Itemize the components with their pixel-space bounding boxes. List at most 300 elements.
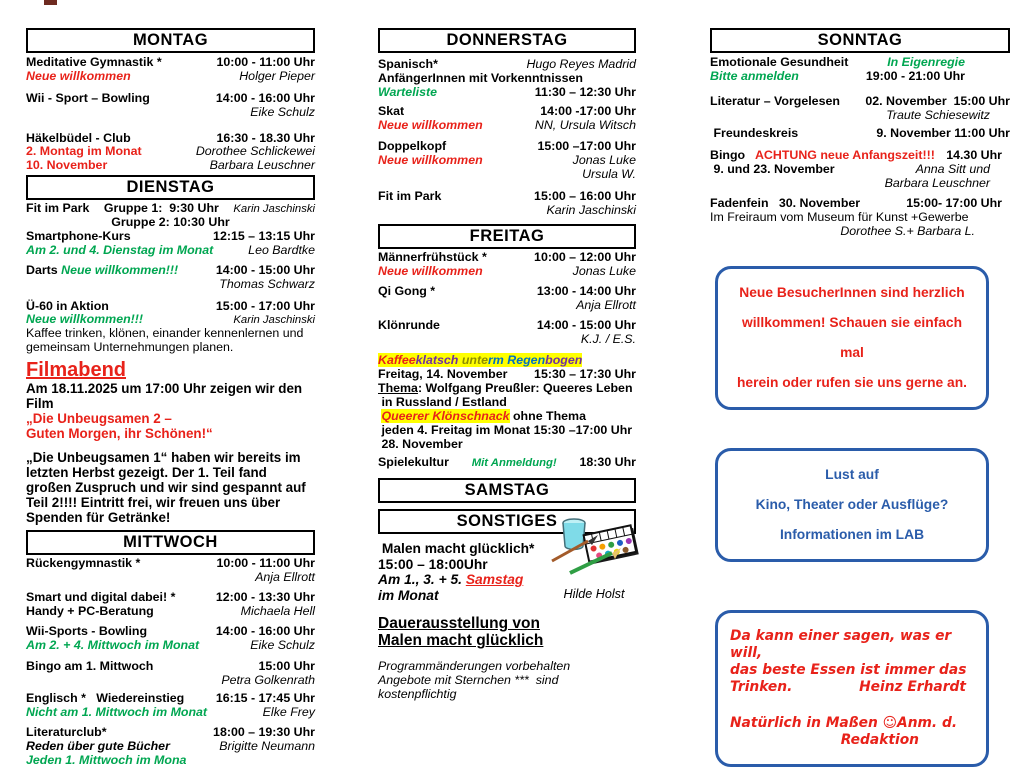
line-rz xyxy=(946,149,1002,163)
text-segment: Karin Jaschinski xyxy=(546,203,636,218)
text-segment: Neue willkommen!!! xyxy=(26,312,144,327)
text-line xyxy=(730,490,974,520)
text-segment: ohne Thema xyxy=(509,408,586,423)
schedule-line xyxy=(730,679,974,696)
montag-events xyxy=(26,56,315,173)
text-segment: In Eigenregie xyxy=(887,55,965,69)
column-right xyxy=(710,28,1010,767)
line-lz xyxy=(710,197,860,211)
line-lz xyxy=(26,557,140,571)
spacer xyxy=(730,749,974,755)
line-rz xyxy=(216,92,315,106)
line-rz xyxy=(216,264,315,278)
line-lz xyxy=(26,159,107,173)
text-segment: Queerer Klönschnack xyxy=(381,408,510,423)
line-lz xyxy=(730,679,792,696)
schedule-line xyxy=(378,204,636,218)
line-cz xyxy=(441,190,534,204)
text-segment: Regen xyxy=(507,353,546,368)
line-cz xyxy=(799,70,866,84)
line-cz xyxy=(26,674,221,688)
text-line xyxy=(730,628,974,662)
text-segment: Leo Bardtke xyxy=(248,242,315,257)
text-line xyxy=(378,541,556,556)
text-segment: Im Freiraum vom Museum für Kunst +Gewerbe xyxy=(710,210,969,225)
line-cz xyxy=(178,264,216,278)
line-rz xyxy=(866,70,965,84)
text-segment: „Die Unbeugsamen 2 – xyxy=(26,411,172,427)
text-segment: 02. November 15:00 Uhr xyxy=(865,93,1010,108)
schedule-line xyxy=(378,119,636,133)
text-line xyxy=(710,211,1010,225)
text-line xyxy=(26,411,315,426)
line-cz xyxy=(170,740,219,754)
text-segment: Karin Jaschinski xyxy=(233,203,315,216)
text-segment: K.J. / E.S. xyxy=(580,332,636,347)
text-segment: Bingo am 1. Mittwoch xyxy=(26,659,154,674)
line-cz xyxy=(150,92,216,106)
line-lz xyxy=(378,140,446,154)
line-rz xyxy=(534,190,636,204)
kaffeeklatsch-title xyxy=(378,354,636,368)
text-segment: „Die Unbeugsamen 1“ haben wir bereits im letzten Herbst gezeigt. Der 1. Teil fand großen Zuspruch und wir sind gespannt auf Teil 2!!!! Eintritt frei, wir freuen uns über Spenden für Getränke! xyxy=(26,450,310,526)
schedule-line xyxy=(710,149,1010,163)
line-cz xyxy=(143,313,233,327)
text-segment: 15:00 – 16:00 Uhr xyxy=(534,189,636,204)
schedule-line xyxy=(378,58,636,72)
text-line xyxy=(378,396,636,410)
line-lz xyxy=(26,605,154,619)
text-segment: 18:00 – 19:30 Uhr xyxy=(213,725,315,740)
text-segment: Handy + PC-Beratung xyxy=(26,603,154,618)
schedule-line xyxy=(26,202,315,216)
text-segment: Männerfrühstück * xyxy=(378,249,487,264)
schedule-line xyxy=(26,625,315,639)
line-rz xyxy=(876,127,1010,141)
line-cz xyxy=(26,571,255,585)
text-segment: 14:00 - 15:00 Uhr xyxy=(536,318,636,333)
line-rz xyxy=(581,333,636,347)
line-rz xyxy=(887,56,965,70)
text-line xyxy=(378,660,636,674)
line-cz xyxy=(89,202,233,216)
text-segment: 10:00 - 11:00 Uhr xyxy=(216,55,315,69)
schedule-line xyxy=(26,692,315,706)
line-lz xyxy=(378,119,483,133)
line-rz xyxy=(239,70,315,84)
text-segment: 15:00 –17:00 Uhr xyxy=(537,139,636,154)
schedule-line xyxy=(378,456,636,470)
text-line xyxy=(26,327,315,355)
freitag-events xyxy=(378,251,636,470)
text-segment: Bingo xyxy=(710,148,755,163)
schedule-line xyxy=(378,154,636,168)
text-segment: 9. und 23. November xyxy=(710,162,835,177)
text-segment: Nicht am 1. Mittwoch im Monat xyxy=(26,705,208,720)
line-cz xyxy=(378,333,581,347)
line-lz xyxy=(26,264,178,278)
line-lz xyxy=(26,706,207,720)
line-cz xyxy=(935,149,946,163)
schedule-line xyxy=(378,333,636,347)
line-lz xyxy=(378,105,404,119)
quote-box xyxy=(715,610,989,768)
line-lz xyxy=(378,285,435,299)
text-segment: Dorothee Schlickewei xyxy=(195,144,315,159)
text-segment: Gruppe 1: 9:30 Uhr xyxy=(103,201,219,216)
line-rz xyxy=(859,679,966,696)
text-segment: Spielekultur xyxy=(378,455,449,470)
line-rz xyxy=(241,605,315,619)
line-cz xyxy=(131,132,217,146)
text-segment: 10:00 – 12:00 Uhr xyxy=(534,249,636,264)
line-cz xyxy=(487,251,534,265)
schedule-line xyxy=(26,660,315,674)
line-cz xyxy=(449,456,580,470)
line-rz xyxy=(219,278,315,292)
text-segment: Eike Schulz xyxy=(250,104,315,119)
line-rz xyxy=(248,244,315,258)
line-cz xyxy=(107,159,209,173)
text-segment: Dauerausstellung von xyxy=(378,615,540,633)
text-segment: Bitte anmelden xyxy=(710,68,799,83)
text-segment: Emotionale Gesundheit xyxy=(710,55,849,69)
text-line xyxy=(26,426,315,441)
line-cz xyxy=(147,625,216,639)
line-lz xyxy=(26,692,184,706)
line-lz xyxy=(378,190,441,204)
line-cz xyxy=(153,660,258,674)
text-segment: 14.30 Uhr xyxy=(946,148,1002,163)
text-segment: jeden 4. Freitag im Monat 15:30 –17:00 Uhr xyxy=(378,422,633,437)
text-segment: Natürlich in Maßen ☺ xyxy=(730,715,898,732)
text-segment: Karin Jaschinski xyxy=(233,314,315,327)
text-segment: Am 2. und 4. Dienstag im Monat xyxy=(26,242,214,257)
line-lz xyxy=(26,56,162,70)
schedule-line xyxy=(26,754,315,768)
text-segment: Jonas Luke xyxy=(572,153,636,168)
text-segment: Angebote mit Sternchen *** sind kostenpflichtig xyxy=(378,672,566,701)
text-segment: Thomas Schwarz xyxy=(219,276,315,291)
text-line xyxy=(730,368,974,398)
text-line xyxy=(378,382,636,396)
schedule-line xyxy=(26,740,315,754)
text-segment: Da kann einer sagen, was er will, xyxy=(730,627,957,661)
line-rz xyxy=(840,225,975,239)
schedule-line xyxy=(26,70,315,84)
text-segment: Doppelkopf xyxy=(378,139,447,154)
text-segment: 12:00 - 13:30 Uhr xyxy=(215,589,315,604)
text-segment: Dorothee S.+ Barbara L. xyxy=(840,223,975,238)
schedule-line xyxy=(378,299,636,313)
schedule-line xyxy=(26,159,315,173)
text-segment: NN, Ursula Witsch xyxy=(534,117,636,132)
text-segment: Smart und digital dabei! * xyxy=(26,589,176,604)
schedule-line xyxy=(26,278,315,292)
schedule-line xyxy=(26,132,315,146)
line-cz xyxy=(109,300,216,314)
text-line xyxy=(378,438,636,452)
text-segment: Skat xyxy=(378,103,405,118)
text-segment: 28. November xyxy=(378,436,463,451)
line-lz xyxy=(710,149,935,163)
text-segment: Jonas Luke xyxy=(572,263,636,278)
text-segment: Programmänderungen vorbehalten xyxy=(378,658,571,673)
schedule-line xyxy=(710,177,1010,191)
section-header-samstag: SAMSTAG xyxy=(378,478,636,503)
line-rz xyxy=(255,571,315,585)
schedule-line xyxy=(26,591,315,605)
section-header-mittwoch: MITTWOCH xyxy=(26,530,315,555)
text-segment: Am 18.11.2025 um 17:00 Uhr zeigen wir den Film xyxy=(26,381,306,412)
text-segment: Mit Anmeldung! xyxy=(471,457,557,470)
line-cz xyxy=(437,86,535,100)
schedule-line xyxy=(26,571,315,585)
text-segment: Warteliste xyxy=(378,84,437,99)
line-rz xyxy=(916,163,990,177)
text-segment: Häkelbüdel - Club xyxy=(26,130,131,145)
text-segment: 15:00- 17:00 Uhr xyxy=(906,196,1002,211)
line-lz xyxy=(378,265,483,279)
text-segment: ACHTUNG neue Anfangszeit!!! xyxy=(754,148,935,163)
line-lz xyxy=(26,300,109,314)
line-rz xyxy=(865,95,1010,109)
text-segment: Neue willkommen xyxy=(26,68,131,83)
text-segment: rm xyxy=(487,353,504,368)
line-lz xyxy=(710,127,798,141)
line-cz xyxy=(131,70,240,84)
text-segment: Barbara Leuschner xyxy=(884,176,990,191)
line-cz xyxy=(404,105,540,119)
text-segment: Qi Gong * xyxy=(378,283,436,298)
line-lz xyxy=(378,368,507,382)
line-cz xyxy=(378,204,546,218)
text-segment: Informationen im LAB xyxy=(779,526,925,542)
line-rz xyxy=(216,692,315,706)
text-line xyxy=(378,557,556,572)
line-cz xyxy=(583,72,636,86)
line-lz xyxy=(730,715,897,732)
line-lz xyxy=(26,244,213,258)
line-rz xyxy=(897,715,957,732)
line-lz xyxy=(26,92,150,106)
line-rz xyxy=(210,159,315,173)
schedule-line xyxy=(26,706,315,720)
schedule-line xyxy=(26,605,315,619)
line-rz xyxy=(580,456,636,470)
text-segment: herein oder rufen sie uns gerne an. xyxy=(736,374,967,390)
text-segment: Anna Sitt und xyxy=(915,162,990,177)
text-segment: Barbara Leuschner xyxy=(209,158,315,173)
spacer xyxy=(730,696,974,715)
line-cz xyxy=(140,557,216,571)
line-lz xyxy=(710,70,799,84)
line-rz xyxy=(216,625,315,639)
text-segment: Hugo Reyes Madrid xyxy=(526,57,636,71)
line-rz xyxy=(534,251,636,265)
line-cz xyxy=(26,216,315,230)
section-header-sonstiges: SONSTIGES xyxy=(378,509,636,534)
text-segment: 19:00 - 21:00 Uhr xyxy=(865,68,965,83)
text-line xyxy=(378,410,636,424)
schedule-line xyxy=(26,300,315,314)
text-segment: Anja Ellrott xyxy=(255,570,315,585)
text-segment: Smartphone-Kurs xyxy=(26,229,131,244)
text-line xyxy=(730,520,974,550)
line-cz xyxy=(438,58,527,72)
text-segment: Ü-60 in Aktion xyxy=(26,298,109,313)
line-lz xyxy=(378,154,483,168)
text-segment: 16:15 - 17:45 Uhr xyxy=(215,691,315,706)
dauerausstellung-note xyxy=(378,615,636,701)
line-rz xyxy=(537,319,636,333)
line-lz xyxy=(26,591,175,605)
text-segment: Gruppe 2: 10:30 Uhr xyxy=(111,215,230,230)
schedule-line xyxy=(378,105,636,119)
line-rz xyxy=(213,726,315,740)
line-cz xyxy=(710,109,886,123)
line-cz xyxy=(378,168,582,182)
line-lz xyxy=(378,72,583,86)
line-rz xyxy=(250,639,315,653)
schedule-line xyxy=(378,86,636,100)
text-line xyxy=(730,460,974,490)
schedule-line xyxy=(26,106,315,120)
text-segment: 15:00 Uhr xyxy=(258,659,315,674)
section-header-freitag: FREITAG xyxy=(378,224,636,249)
schedule-line xyxy=(710,70,1010,84)
text-segment: in Russland / Estland xyxy=(378,394,507,409)
line-rz xyxy=(885,177,990,191)
text-segment: willkommen! Schauen sie einfach mal xyxy=(741,314,966,360)
line-cz xyxy=(162,56,217,70)
text-segment: Redaktion xyxy=(840,732,919,749)
text-segment: Guten Morgen, ihr Schönen!“ xyxy=(26,426,213,442)
line-rz xyxy=(526,58,636,72)
filmabend-note xyxy=(26,359,315,525)
line-cz xyxy=(131,230,213,244)
text-segment: Neue willkommen xyxy=(378,117,483,132)
text-segment: Wii-Sports - Bowling xyxy=(26,623,148,638)
line-rz xyxy=(582,168,636,182)
line-cz xyxy=(186,754,315,768)
text-line xyxy=(730,308,974,368)
schedule-line xyxy=(26,726,315,740)
text-segment: 14:00 - 15:00 Uhr xyxy=(215,262,315,277)
text-segment: 10. November xyxy=(26,158,108,173)
line-cz xyxy=(142,145,196,159)
line-rz xyxy=(233,202,315,216)
line-lz xyxy=(26,639,199,653)
line-lz xyxy=(26,70,131,84)
line-cz xyxy=(848,56,887,70)
line-lz xyxy=(378,86,437,100)
text-line xyxy=(378,588,556,603)
line-rz xyxy=(196,145,315,159)
text-segment: Rückengymnastik * xyxy=(26,556,141,571)
line-rz xyxy=(250,106,315,120)
text-segment: : Wolfgang Preußler: Queeres Leben xyxy=(417,381,633,396)
section-header-dienstag: DIENSTAG xyxy=(26,175,315,200)
text-segment: im Monat xyxy=(378,587,439,603)
schedule-line xyxy=(710,95,1010,109)
text-segment: 15:30 – 17:30 Uhr xyxy=(534,367,636,382)
line-rz xyxy=(219,740,315,754)
schedule-line xyxy=(730,732,974,749)
line-lz xyxy=(710,163,835,177)
text-segment: 16:30 - 18.30 Uhr xyxy=(216,130,315,145)
text-segment: Klönrunde xyxy=(378,318,440,333)
line-lz xyxy=(26,145,142,159)
text-segment: Englisch * Wiedereinstieg xyxy=(26,691,185,706)
text-segment: Petra Golkenrath xyxy=(221,673,315,688)
line-cz xyxy=(840,95,865,109)
text-segment: Freundeskreis xyxy=(710,125,799,140)
schedule-line xyxy=(710,127,1010,141)
text-segment: Am 1., 3. + 5. xyxy=(378,572,466,588)
schedule-line xyxy=(710,163,1010,177)
line-cz xyxy=(446,140,537,154)
section-header-montag: MONTAG xyxy=(26,28,315,53)
donnerstag-events xyxy=(378,58,636,218)
line-cz xyxy=(440,319,537,333)
text-segment: Heinz Erhardt xyxy=(859,679,966,696)
text-segment: Neue BesucherInnen sind herzlich xyxy=(739,284,965,300)
dienstag-events xyxy=(26,202,315,355)
line-rz xyxy=(886,109,990,123)
welcome-note-box xyxy=(715,266,989,410)
text-segment: Freitag, 14. November xyxy=(378,367,508,382)
schedule-line xyxy=(710,225,1010,239)
schedule-line xyxy=(26,557,315,571)
text-segment: Wii - Sport – Bowling xyxy=(26,90,150,105)
text-segment: unte xyxy=(461,353,488,368)
text-segment: Anm. d. xyxy=(897,715,958,732)
filmabend-title xyxy=(26,359,315,381)
text-segment: bogen xyxy=(545,353,583,368)
text-segment: Fadenfein 30. November xyxy=(710,196,861,211)
schedule-line xyxy=(378,319,636,333)
page-edge-artifact xyxy=(44,0,57,5)
line-lz xyxy=(710,56,848,70)
line-rz xyxy=(841,732,919,749)
text-segment: Thema xyxy=(378,381,418,396)
line-cz xyxy=(507,368,534,382)
line-cz xyxy=(378,299,576,313)
text-line xyxy=(378,615,636,632)
line-cz xyxy=(435,285,537,299)
paint-set-clipart xyxy=(546,514,642,601)
schedule-line xyxy=(26,230,315,244)
line-rz xyxy=(573,265,636,279)
schedule-line xyxy=(378,190,636,204)
schedule-line xyxy=(378,251,636,265)
column-left xyxy=(26,28,315,768)
text-segment: 11:30 – 12:30 Uhr xyxy=(534,84,636,99)
line-lz xyxy=(26,230,131,244)
text-line xyxy=(378,632,636,649)
text-segment: 12:15 – 13:15 Uhr xyxy=(213,229,315,244)
line-cz xyxy=(483,119,535,133)
schedule-line xyxy=(378,265,636,279)
text-segment: Malen macht glücklich xyxy=(378,632,544,650)
line-cz xyxy=(175,591,215,605)
spacer xyxy=(26,441,315,450)
text-segment: Reden über gute Bücher xyxy=(26,738,170,753)
line-rz xyxy=(535,86,636,100)
line-rz xyxy=(217,132,316,146)
text-segment: Ursula W. xyxy=(582,167,636,182)
